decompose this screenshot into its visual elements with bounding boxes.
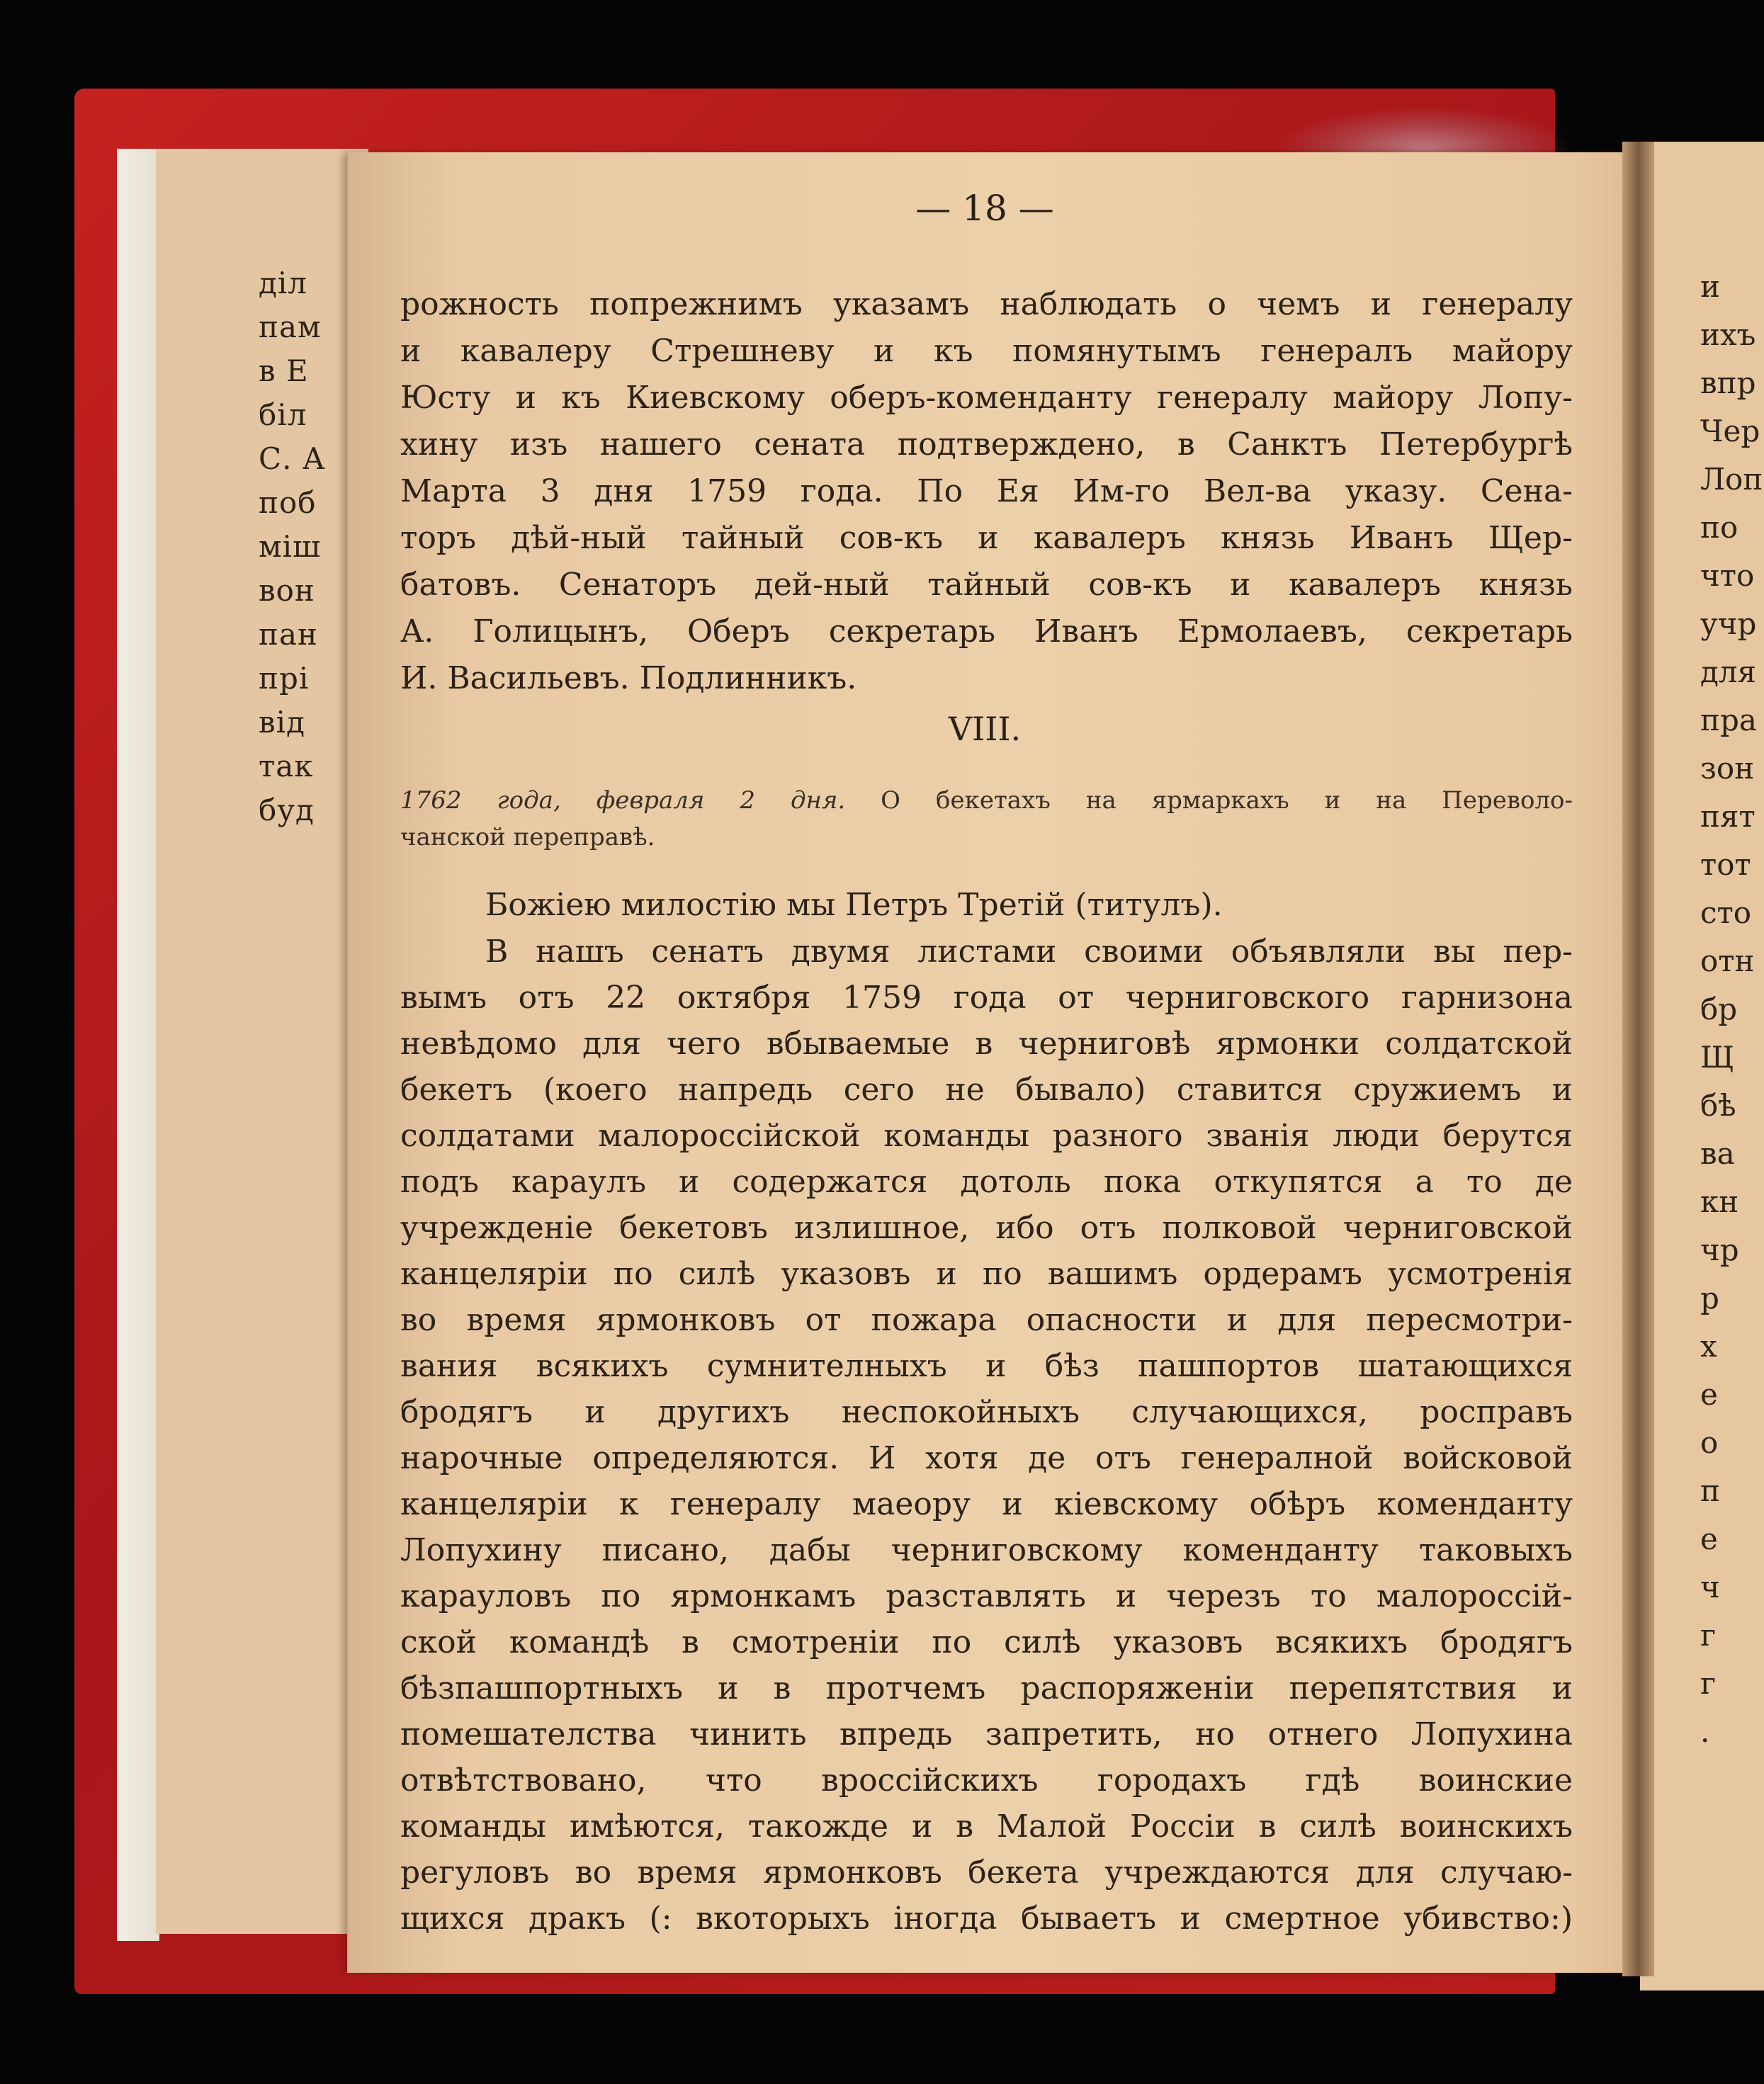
- right-page-fragment: [1640, 142, 1764, 1990]
- right-fragment-line: Лоп: [1700, 462, 1763, 497]
- text-line: нарочные определяются. И хотя де отъ генералной войсковой: [400, 1440, 1573, 1476]
- text-line: рожность попрежнимъ указамъ наблюдать о чемъ и генералу: [400, 286, 1573, 322]
- right-fragment-line: Щ: [1700, 1040, 1734, 1075]
- text-line: А. Голицынъ, Оберъ секретарь Иванъ Ермолаевъ, секретарь: [400, 613, 1573, 650]
- salutation: Божіею милостію мы Петръ Третій (титулъ).: [485, 887, 1223, 923]
- document-subtitle: [400, 786, 1573, 815]
- right-fragment-line: и: [1700, 269, 1720, 304]
- right-fragment-line: бѣ: [1700, 1088, 1736, 1123]
- text-line: карауловъ по ярмонкамъ разставлять и черезъ то малороссій-: [400, 1578, 1573, 1614]
- right-fragment-line: г: [1700, 1666, 1717, 1701]
- text-line: помешателства чинить впредь запретить, но отнего Лопухина: [400, 1716, 1573, 1752]
- document-subtitle-line: чанской переправѣ.: [400, 823, 655, 851]
- right-fragment-line: для: [1700, 655, 1757, 689]
- page-number: — 18 —: [915, 188, 1054, 229]
- text-line: ской командѣ в смотреніи по силѣ указовъ всякихъ бродягъ: [400, 1624, 1573, 1660]
- text-line: щихся дракъ (: вкоторыхъ іногда бываетъ и смертное убивство:): [400, 1901, 1573, 1937]
- text-line: вания всякихъ сумнителныхъ и бѣз пашпортов шатающихся: [400, 1348, 1573, 1384]
- text-line: вымъ отъ 22 октября 1759 года от черниговского гарнизона: [400, 980, 1573, 1016]
- text-line: команды имѣются, такожде и в Малой Россіи в силѣ воинскихъ: [400, 1808, 1573, 1845]
- text-line: Лопухину писано, дабы черниговскому коменданту таковыхъ: [400, 1532, 1573, 1568]
- left-fragment-line: в Е: [259, 353, 309, 388]
- text-line: канцеляріи к генералу маеору и кіевскому обѣръ коменданту: [400, 1486, 1573, 1522]
- text-line: регуловъ во время ярмонковъ бекета учреждаются для случаю-: [400, 1854, 1573, 1891]
- right-fragment-line: х: [1700, 1329, 1717, 1364]
- right-fragment-line: что: [1700, 558, 1755, 593]
- right-fragment-line: Чер: [1700, 414, 1760, 448]
- right-fragment-line: г: [1700, 1618, 1717, 1653]
- text-line: бѣзпашпортныхъ и в протчемъ распоряженіи перепятствия и: [400, 1670, 1573, 1706]
- left-fragment-line: від: [259, 705, 305, 740]
- text-line: И. Васильевъ. Подлинникъ.: [400, 660, 857, 696]
- text-line: хину изъ нашего сената подтверждено, в Санктъ Петербургѣ: [400, 426, 1573, 463]
- left-page-fragment: [156, 149, 368, 1934]
- subtitle-date: 1762 года, февраля 2 дня.: [400, 786, 846, 815]
- text-line: бродягъ и другихъ неспокойныхъ случающихся, росправъ: [400, 1394, 1573, 1430]
- left-fragment-line: С. А: [259, 441, 326, 476]
- right-fragment-line: .: [1700, 1714, 1710, 1749]
- right-fragment-line: ч: [1700, 1570, 1720, 1604]
- left-fragment-line: вон: [259, 573, 315, 608]
- right-fragment-line: ихъ: [1700, 317, 1756, 352]
- left-fragment-line: пам: [259, 310, 322, 344]
- right-fragment-line: р: [1700, 1281, 1719, 1315]
- text-line: Юсту и къ Киевскому оберъ-коменданту генералу майору Лопу-: [400, 380, 1573, 416]
- text-line: бекетъ (коего напредь сего не бывало) ставится сружиемъ и: [400, 1072, 1573, 1108]
- right-fragment-line: по: [1700, 510, 1738, 545]
- text-line: В нашъ сенатъ двумя листами своими объявляли вы пер-: [485, 934, 1573, 970]
- left-fragment-line: поб: [259, 485, 317, 520]
- left-fragment-line: так: [259, 749, 314, 783]
- right-fragment-line: пят: [1700, 799, 1755, 834]
- book-gutter: [1622, 142, 1654, 1976]
- text-line: батовъ. Сенаторъ дей-ный тайный сов-къ и кавалеръ князь: [400, 567, 1573, 603]
- right-fragment-line: отн: [1700, 944, 1755, 978]
- right-fragment-line: ва: [1700, 1136, 1735, 1171]
- right-fragment-line: впр: [1700, 366, 1756, 400]
- text-line: канцеляріи по силѣ указовъ и по вашимъ ордерамъ усмотренія: [400, 1256, 1573, 1292]
- text-line: подъ караулъ и содержатся дотоль пока откупятся а то де: [400, 1164, 1573, 1200]
- section-heading: VIII.: [948, 710, 1022, 748]
- left-fragment-line: буд: [259, 793, 315, 827]
- right-fragment-line: о: [1700, 1425, 1719, 1460]
- right-fragment-line: учр: [1700, 606, 1757, 641]
- left-fragment-line: прі: [259, 661, 310, 696]
- text-line: во время ярмонковъ от пожара опасности и для пересмотри-: [400, 1302, 1573, 1338]
- right-fragment-line: кн: [1700, 1184, 1739, 1219]
- left-fragment-line: міш: [259, 529, 322, 564]
- text-line: учрежденіе бекетовъ излишное, ибо отъ полковой черниговской: [400, 1210, 1573, 1246]
- subtitle-text: О бекетахъ на ярмаркахъ и на Переволо-: [845, 786, 1573, 815]
- right-fragment-line: е: [1700, 1377, 1718, 1412]
- text-line: невѣдомо для чего вбываемые в черниговѣ ярмонки солдатской: [400, 1026, 1573, 1062]
- right-fragment-line: тот: [1700, 847, 1751, 882]
- right-fragment-line: зон: [1700, 751, 1755, 786]
- text-line: Марта 3 дня 1759 года. По Ея Им-го Вел-ва указу. Сена-: [400, 473, 1573, 509]
- right-fragment-line: бр: [1700, 992, 1738, 1026]
- right-fragment-line: сто: [1700, 895, 1752, 930]
- left-fragment-line: біл: [259, 397, 307, 432]
- left-fragment-line: пан: [259, 617, 319, 652]
- text-line: торъ дѣй-ный тайный сов-къ и кавалеръ князь Иванъ Щер-: [400, 520, 1573, 556]
- left-fragment-line: діл: [259, 266, 307, 300]
- text-line: солдатами малороссійской команды разного званія люди берутся: [400, 1118, 1573, 1154]
- page-edges: [117, 149, 159, 1941]
- text-line: и кавалеру Стрешневу и къ помянутымъ генералъ майору: [400, 333, 1573, 369]
- right-fragment-line: п: [1700, 1473, 1720, 1508]
- text-line: отвѣтствовано, что вроссійскихъ городахъ гдѣ воинские: [400, 1762, 1573, 1799]
- right-fragment-line: пра: [1700, 703, 1757, 737]
- right-fragment-line: е: [1700, 1522, 1718, 1556]
- right-fragment-line: чр: [1700, 1233, 1739, 1267]
